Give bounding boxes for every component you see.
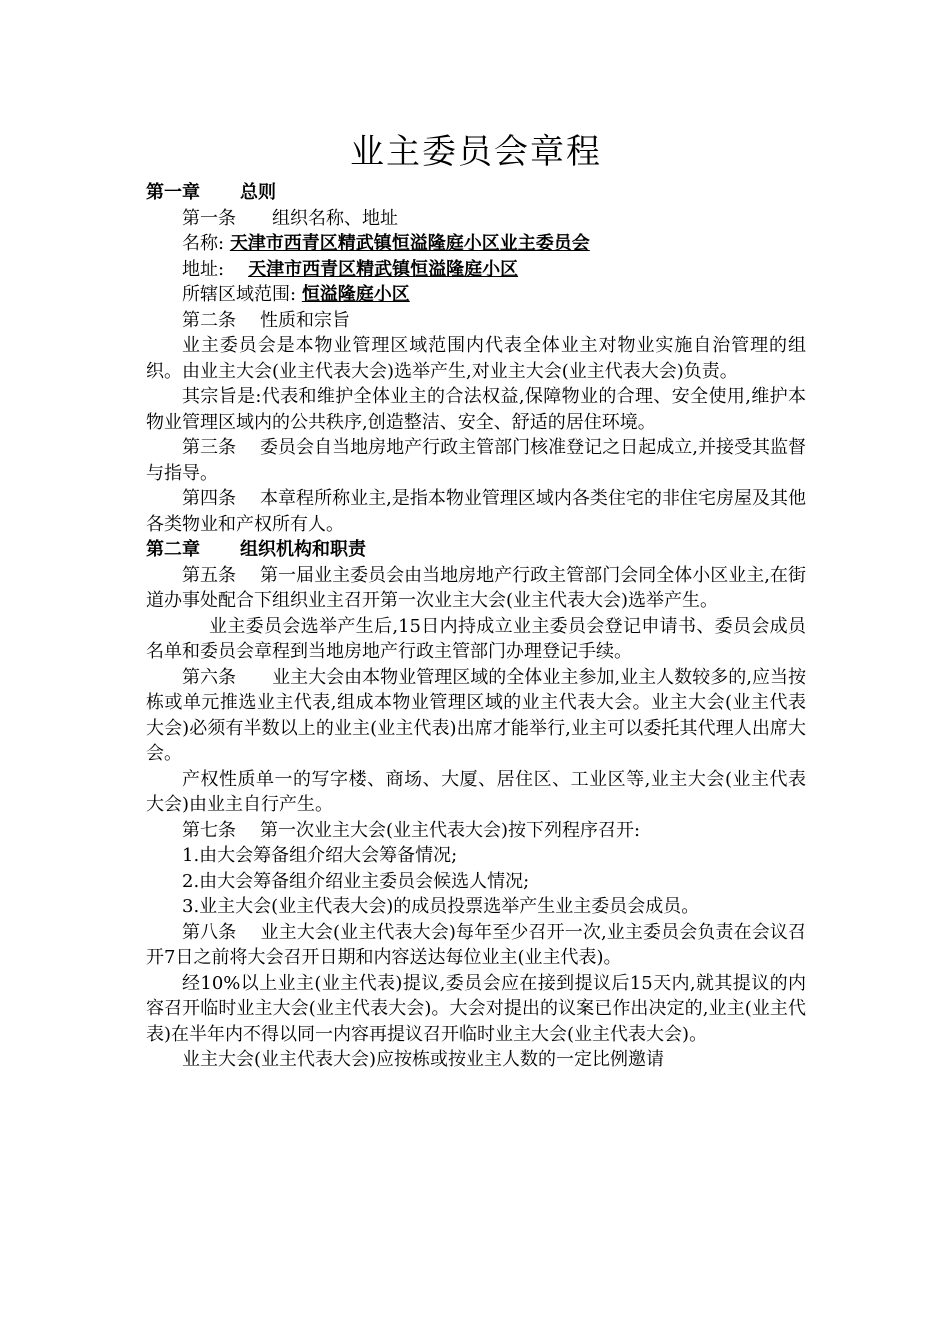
article-5-text: 第一届业主委员会由当地房地产行政主管部门会同全体小区业主,在街道办事处配合下组织业主召开第一次业主大会(业主代表大会)选举产生。 <box>146 564 807 611</box>
paragraph-after-election: 业主委员会选举产生后,15日内持成立业主委员会登记申请书、委员会成员名单和委员会章程到当地房地产行政主管部门办理登记手续。 <box>146 615 806 662</box>
chapter-1-number: 第一章 <box>146 182 200 203</box>
article-4-text: 本章程所称业主,是指本物业管理区域内各类住宅的非住宅房屋及其他各类物业和产权所有人。 <box>146 488 807 535</box>
article-7-number: 第七条 <box>182 819 236 841</box>
chapter-2-name: 组织机构和职责 <box>240 539 366 560</box>
paragraph-last: 业主大会(业主代表大会)应按栋或按业主人数的一定比例邀请 <box>182 1049 665 1070</box>
document-page <box>146 120 806 1073</box>
address-value: 天津市西青区精武镇恒溢隆庭小区 <box>248 258 519 280</box>
chapter-2-number: 第二章 <box>146 539 200 560</box>
chapter-1-heading <box>146 180 806 206</box>
article-3-number: 第三条 <box>182 437 237 458</box>
area-label: 所辖区域范围: <box>182 284 297 305</box>
address-label: 地址: <box>182 258 225 280</box>
article-3-text: 委员会自当地房地产行政主管部门核准登记之日起成立,并接受其监督与指导。 <box>146 437 807 484</box>
article-5 <box>146 563 806 614</box>
article-1 <box>146 206 806 232</box>
document-title: 业主委员会章程 <box>350 132 602 172</box>
article-4-number: 第四条 <box>182 488 237 509</box>
article-7-text: 第一次业主大会(业主代表大会)按下列程序召开: <box>260 819 641 841</box>
chapter-1-name: 总则 <box>240 182 276 203</box>
article-7-item-2: 2.由大会筹备组介绍业主委员会候选人情况; <box>182 870 530 892</box>
article-2-number: 第二条 <box>182 309 236 331</box>
name-line <box>146 231 806 257</box>
article-8-number: 第八条 <box>182 921 237 943</box>
chapter-2-heading <box>146 537 806 563</box>
name-label: 名称: <box>182 233 225 254</box>
name-value: 天津市西青区精武镇恒溢隆庭小区业主委员会 <box>229 233 590 254</box>
article-5-number: 第五条 <box>182 564 237 586</box>
article-7-item-3: 3.业主大会(业主代表大会)的成员投票选举产生业主委员会成员。 <box>182 896 700 917</box>
paragraph-ten-percent: 经10%以上业主(业主代表)提议,委员会应在接到提议后15天内,就其提议的内容召开临时业主大会(业主代表大会)。大会对提出的议案已作出决定的,业主(业主代表)在半年内不得以同一内容再提议召开临时业主大会(业主代表大会)。 <box>146 972 806 1045</box>
area-value: 恒溢隆庭小区 <box>301 284 410 305</box>
area-line <box>146 282 806 308</box>
article-2-text: 性质和宗旨 <box>260 309 350 331</box>
article-3 <box>146 435 806 486</box>
article-2 <box>146 308 806 334</box>
article-6-text: 业主大会由本物业管理区域的全体业主参加,业主人数较多的,应当按栋或单元推选业主代表,组成本物业管理区域的业主代表大会。业主大会(业主代表大会)必须有半数以上的业主(业主代表)出席才能举行,业主可以委托其代理人出席大会。 <box>146 666 807 764</box>
address-line <box>146 257 806 283</box>
paragraph-purpose: 其宗旨是:代表和维护全体业主的合法权益,保障物业的合理、安全使用,维护本物业管理区域内的公共秩序,创造整洁、安全、舒适的居住环境。 <box>146 386 806 433</box>
article-6-number: 第六条 <box>182 666 237 688</box>
article-1-number: 第一条 <box>182 207 236 229</box>
article-6 <box>146 665 806 767</box>
paragraph-nature: 业主委员会是本物业管理区域范围内代表全体业主对物业实施自治管理的组织。由业主大会(业主代表大会)选举产生,对业主大会(业主代表大会)负责。 <box>146 335 806 382</box>
article-1-text: 组织名称、地址 <box>272 207 398 229</box>
paragraph-single-property: 产权性质单一的写字楼、商场、大厦、居住区、工业区等,业主大会(业主代表大会)由业主自行产生。 <box>146 768 806 815</box>
article-8-text: 业主大会(业主代表大会)每年至少召开一次,业主委员会负责在会议召开7日之前将大会召开日期和内容送达每位业主(业主代表)。 <box>146 921 807 968</box>
article-7-item-1: 1.由大会筹备组介绍大会筹备情况; <box>182 845 458 866</box>
article-4 <box>146 486 806 537</box>
article-7 <box>146 818 806 844</box>
article-8 <box>146 920 806 971</box>
